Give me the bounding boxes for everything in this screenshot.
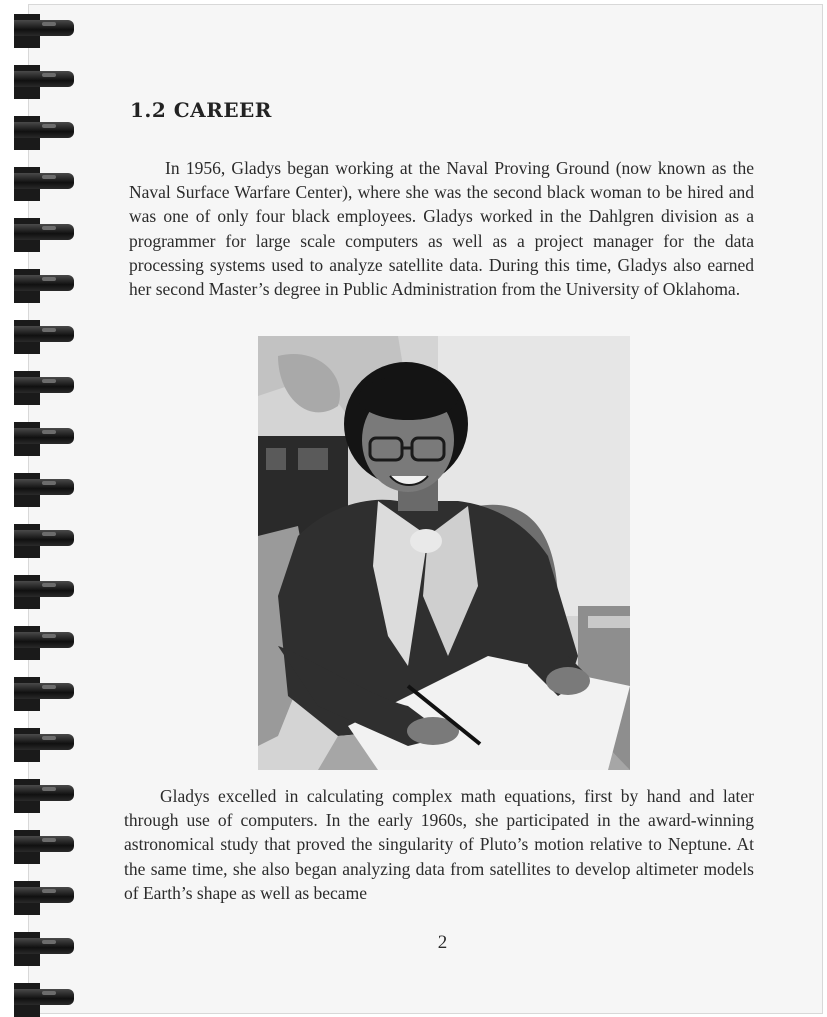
- binding-coil: [4, 728, 74, 762]
- binding-coil: [4, 779, 74, 813]
- binding-coil: [4, 422, 74, 456]
- paragraph-calculations: Gladys excelled in calculating complex math equations, first by hand and later through use of computers. In the early 1960s, she participated in the award-winning astronomical study that proved the singularity of Pluto’s motion relative to Neptune. At the same time, she also began analyzing data from satellites to develop altimeter models of Earth’s shape as well as became: [124, 786, 754, 903]
- binding-coil: [4, 116, 74, 150]
- binding-coil: [4, 524, 74, 558]
- binding-coil: [4, 320, 74, 354]
- binding-coil: [4, 473, 74, 507]
- binding-coil: [4, 65, 74, 99]
- portrait-photo: [258, 336, 630, 770]
- spiral-binding-icon: [0, 0, 80, 1017]
- section-heading: 1.2 CAREER: [130, 98, 272, 122]
- paragraph-career-intro: In 1956, Gladys began working at the Naval Proving Ground (now known as the Naval Surface Warfare Center), where she was the second black woman to be hired and was one of only four black employees. Gladys worked in the Dahlgren division as a programmer for large scale computers as well as a project manager for the data processing systems used to analyze satellite data. During this time, Gladys also earned her second Master’s degree in Public Administration from the University of Oklahoma.: [129, 158, 754, 300]
- binding-coil: [4, 626, 74, 660]
- binding-coil: [4, 983, 74, 1017]
- binding-coil: [4, 371, 74, 405]
- binding-coil: [4, 218, 74, 252]
- binding-coil: [4, 575, 74, 609]
- binding-coil: [4, 167, 74, 201]
- page-number: 2: [437, 932, 448, 953]
- binding-coil: [4, 269, 74, 303]
- binding-coil: [4, 14, 74, 48]
- binding-coil: [4, 830, 74, 864]
- binding-coil: [4, 677, 74, 711]
- binding-coil: [4, 881, 74, 915]
